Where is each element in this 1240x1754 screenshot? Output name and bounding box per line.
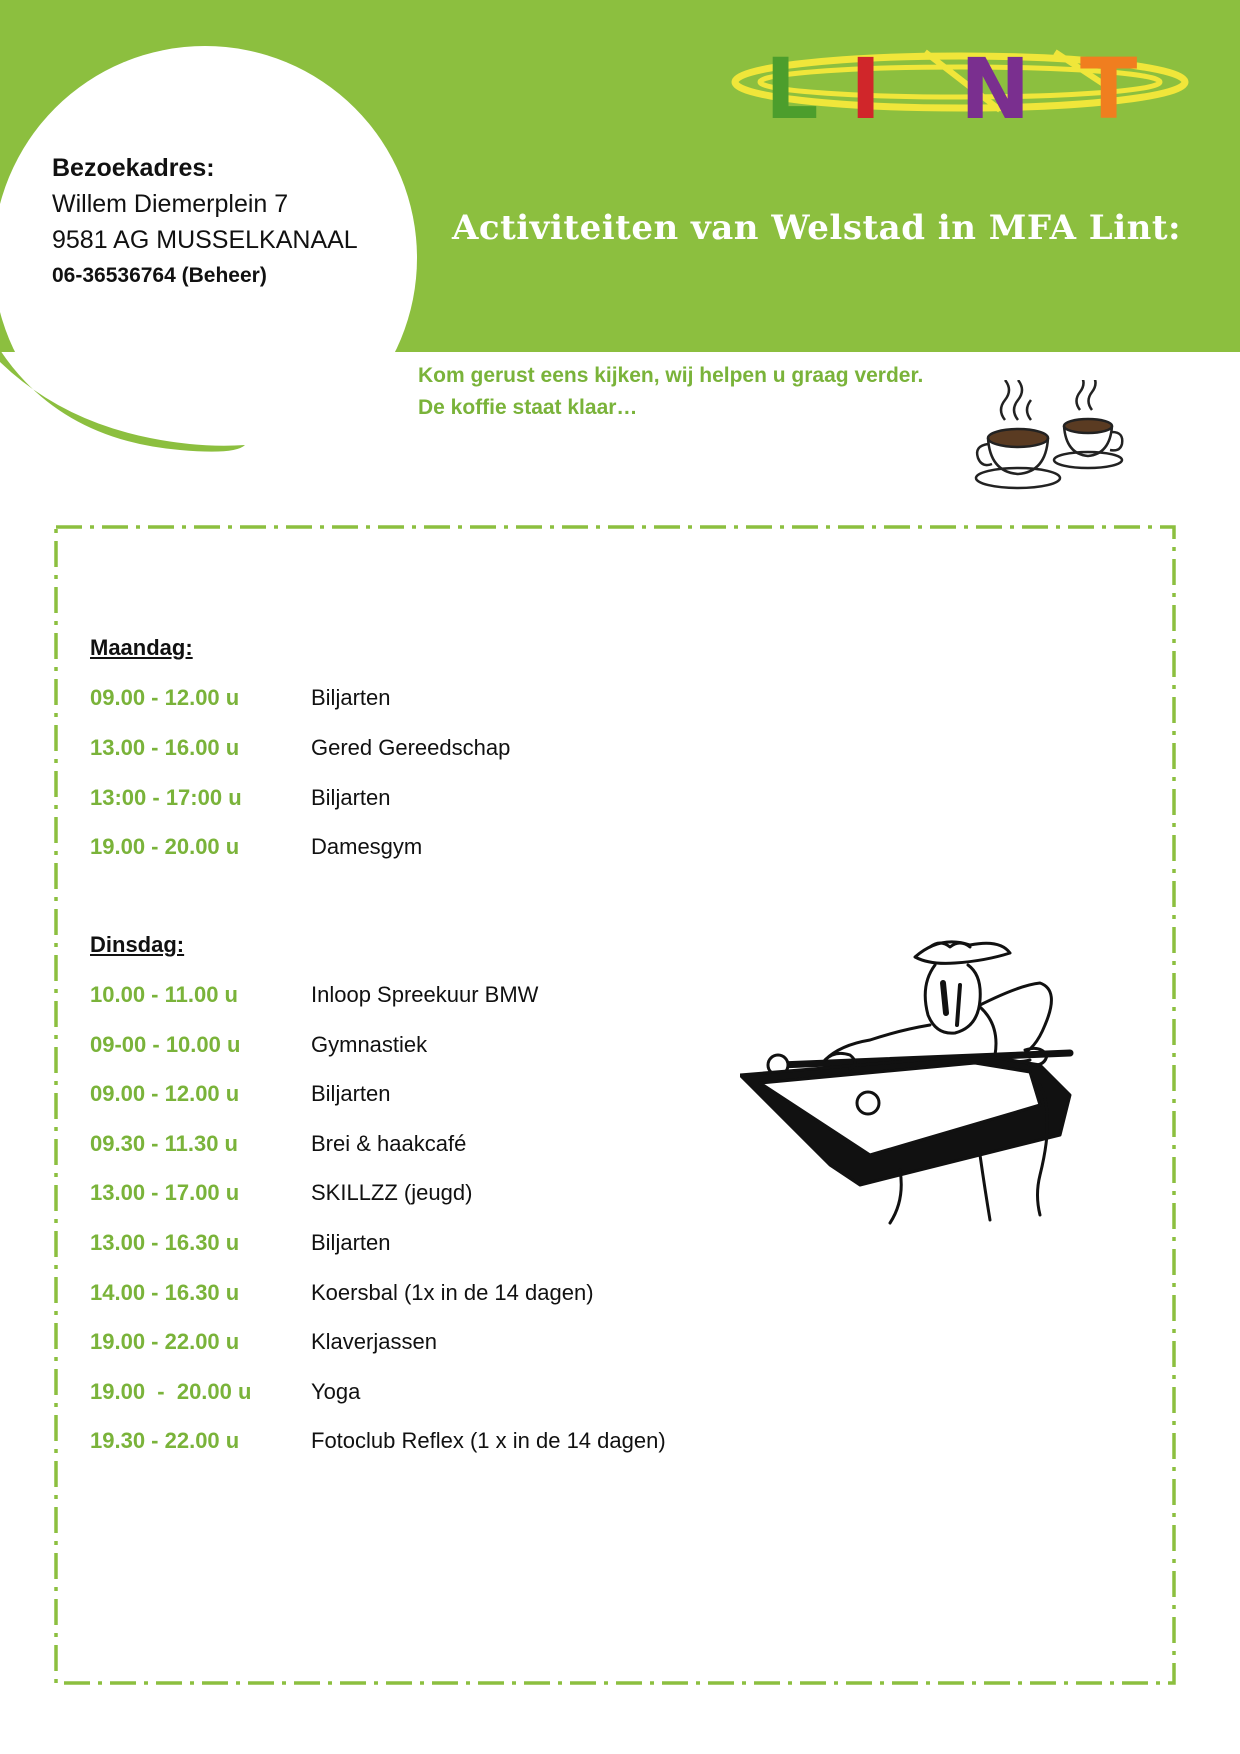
- row-activity: Gered Gereedschap: [311, 735, 511, 760]
- row-activity: Yoga: [311, 1379, 361, 1404]
- row-activity: Brei & haakcafé: [311, 1131, 467, 1156]
- row-time: 19.00 - 22.00 u: [90, 1329, 240, 1354]
- schedule-row: [90, 1280, 990, 1314]
- svg-text:T: T: [1080, 40, 1138, 130]
- row-activity: Biljarten: [311, 785, 391, 810]
- row-activity: Fotoclub Reflex (1 x in de 14 dagen): [311, 1428, 666, 1453]
- schedule-row: [90, 685, 990, 719]
- row-time: 13.00 - 17.00 u: [90, 1180, 240, 1205]
- schedule-row: [90, 1428, 990, 1462]
- welcome-line-2: De koffie staat klaar…: [418, 396, 638, 419]
- row-activity: Biljarten: [311, 1081, 391, 1106]
- row-time: 19.00 - 20.00 u: [90, 834, 240, 859]
- coffee-cups-icon: [970, 380, 1130, 500]
- row-time: 09-00 - 10.00 u: [90, 1032, 241, 1057]
- row-activity: Inloop Spreekuur BMW: [311, 982, 539, 1007]
- welcome-line-1: Kom gerust eens kijken, wij helpen u graag verder.: [418, 364, 924, 387]
- address-city: 9581 AG MUSSELKANAAL: [52, 226, 358, 254]
- billiard-player-illustration: [740, 935, 1100, 1225]
- row-activity: Koersbal (1x in de 14 dagen): [311, 1280, 594, 1305]
- schedule-row: [90, 735, 990, 769]
- row-time: 09.00 - 12.00 u: [90, 685, 240, 710]
- row-time: 09.00 - 12.00 u: [90, 1081, 240, 1106]
- row-time: 14.00 - 16.30 u: [90, 1280, 240, 1305]
- row-activity: SKILLZZ (jeugd): [311, 1180, 473, 1205]
- row-time: 13:00 - 17:00 u: [90, 785, 242, 810]
- row-time: 19.30 - 22.00 u: [90, 1428, 240, 1453]
- svg-text:N: N: [960, 40, 1031, 130]
- day-title-maandag: Maandag:: [90, 635, 193, 660]
- schedule-row: [90, 834, 990, 868]
- lint-logo: [725, 40, 1195, 130]
- row-time: 13.00 - 16.00 u: [90, 735, 240, 760]
- svg-text:L: L: [765, 40, 819, 130]
- schedule-row: [90, 785, 990, 819]
- schedule-row: [90, 1379, 990, 1413]
- row-time: 09.30 - 11.30 u: [90, 1131, 238, 1156]
- address-label: Bezoekadres:: [52, 154, 215, 182]
- row-activity: Damesgym: [311, 834, 423, 859]
- row-activity: Gymnastiek: [311, 1032, 428, 1057]
- address-street: Willem Diemerplein 7: [52, 190, 289, 218]
- row-activity: Biljarten: [311, 685, 391, 710]
- row-activity: Biljarten: [311, 1230, 391, 1255]
- schedule-row: [90, 1230, 990, 1264]
- row-activity: Klaverjassen: [311, 1329, 437, 1354]
- day-title-dinsdag: Dinsdag:: [90, 932, 185, 957]
- row-time: 19.00 - 20.00 u: [90, 1379, 252, 1404]
- schedule-row: [90, 1329, 990, 1363]
- row-time: 13.00 - 16.30 u: [90, 1230, 240, 1255]
- visit-address: [52, 150, 358, 294]
- address-phone: 06-36536764 (Beheer): [52, 264, 267, 287]
- svg-text:I: I: [850, 40, 882, 130]
- welcome-message: [418, 360, 923, 424]
- page-title: Activiteiten van Welstad in MFA Lint:: [452, 208, 1182, 248]
- row-time: 10.00 - 11.00 u: [90, 982, 238, 1007]
